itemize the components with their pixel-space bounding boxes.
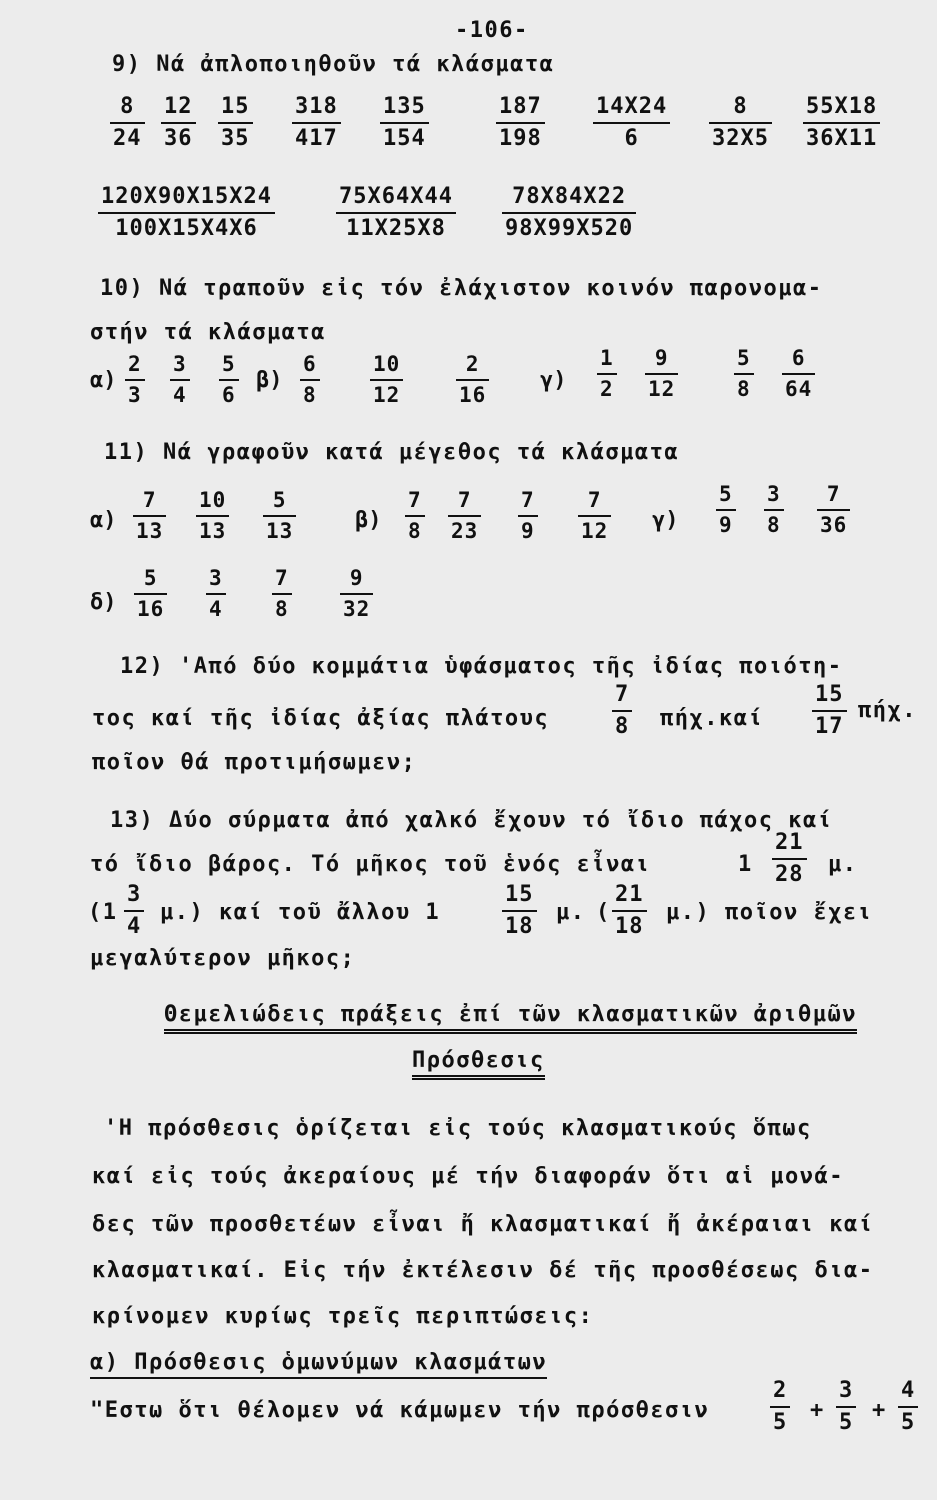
fraction: $\frac{187}{198}$ [496, 96, 545, 150]
fraction: $\frac{5}{6}$ [219, 354, 239, 406]
fraction: $\frac{5}{13}$ [263, 490, 296, 542]
fraction: $\frac{14X24}{6}$ [593, 96, 670, 150]
label-d: δ) [90, 590, 117, 615]
exercise-13-end-text: μ.) ποῖον ἔχει [666, 900, 873, 925]
fraction: $\frac{7}{36}$ [817, 484, 850, 536]
exercise-13-line-2: τό ἴδιο βάρος. Τό μῆκος τοῦ ἑνός εἶναι [90, 852, 651, 877]
label-b: β) [355, 508, 382, 533]
fraction: $\frac{5}{8}$ [734, 348, 754, 400]
fraction: $\frac{6}{8}$ [300, 354, 320, 406]
label-a: α) [90, 508, 117, 533]
fraction: $\frac{7}{8}$ [612, 684, 632, 738]
exercise-13-line-1: 13) Δύο σύρματα ἀπό χαλκό ἔχουν τό ἴδιο πάχος καί [110, 808, 833, 833]
label-b: β) [256, 368, 283, 393]
fraction: $\frac{7}{8}$ [405, 490, 425, 542]
body-line-1: 'Η πρόσθεσις ὁρίζεται εἰς τούς κλασματικούς ὅπως [104, 1116, 812, 1141]
fraction: $\frac{3}{4}$ [124, 884, 144, 938]
fraction: $\frac{3}{4}$ [206, 568, 226, 620]
label-a: α) [90, 368, 117, 393]
body-line-2: καί εἰς τούς ἀκεραίους μέ τήν διαφοράν ὅτι αἱ μονά- [92, 1164, 845, 1189]
exercise-12-line-2: τος καί τῆς ἰδίας ἀξίας πλάτους [92, 706, 550, 731]
unit-text: μ. [828, 852, 858, 877]
fraction: $\frac{7}{13}$ [133, 490, 166, 542]
section-title: Θεμελιώδεις πράξεις ἐπί τῶν κλασματικῶν ἀριθμῶν [164, 1002, 857, 1034]
exercise-12-line-3: ποῖον θά προτιμήσωμεν; [92, 750, 417, 775]
fraction: $\frac{7}{23}$ [448, 490, 481, 542]
mixed-open: (1 [88, 900, 118, 925]
fraction: $\frac{5}{9}$ [716, 484, 736, 536]
unit-text: πήχ. [858, 698, 917, 723]
exercise-11-heading: 11) Νά γραφοῦν κατά μέγεθος τά κλάσματα [104, 440, 680, 465]
fraction: $\frac{318}{417}$ [292, 96, 341, 150]
exercise-10-line-1: 10) Νά τραποῦν εἰς τόν ἐλάχιστον κοινόν παρονομα- [100, 276, 823, 301]
fraction: $\frac{6}{64}$ [782, 348, 815, 400]
fraction: $\frac{2}{16}$ [456, 354, 489, 406]
fraction: $\frac{4}{5}$ [898, 1380, 918, 1434]
exercise-10-line-2: στήν τά κλάσματα [90, 320, 326, 345]
body-line-4: κλασματικαί. Εἰς τήν ἐκτέλεσιν δέ τῆς προσθέσεως δια- [92, 1258, 874, 1283]
fraction: $\frac{1}{2}$ [597, 348, 617, 400]
fraction: $\frac{2}{3}$ [125, 354, 145, 406]
label-c: γ) [540, 368, 567, 393]
fraction: $\frac{8}{24}$ [110, 96, 145, 150]
fraction: $\frac{10}{12}$ [370, 354, 403, 406]
fraction: $\frac{7}{9}$ [518, 490, 538, 542]
body-last-line: "Εστω ὅτι θέλομεν νά κάμωμεν τήν πρόσθεσιν [90, 1398, 710, 1423]
fraction: $\frac{3}{5}$ [836, 1380, 856, 1434]
fraction: $\frac{15}{35}$ [218, 96, 253, 150]
fraction: $\frac{55X18}{36X11}$ [803, 96, 880, 150]
fraction: $\frac{7}{12}$ [578, 490, 611, 542]
fraction: $\frac{10}{13}$ [196, 490, 229, 542]
label-c: γ) [652, 508, 679, 533]
fraction: $\frac{12}{36}$ [161, 96, 196, 150]
exercise-13-mid-text: μ.) καί τοῦ ἄλλου 1 [160, 900, 441, 925]
fraction: $\frac{9}{12}$ [645, 348, 678, 400]
fraction: $\frac{2}{5}$ [770, 1380, 790, 1434]
fraction: $\frac{15}{17}$ [812, 684, 847, 738]
exercise-12-line-1: 12) 'Από δύο κομμάτια ὑφάσματος τῆς ἰδίας ποιότη- [120, 654, 843, 679]
fraction: $\frac{120X90X15X24}{100X15X4X6}$ [98, 186, 275, 240]
exercise-9-heading: 9) Νά ἀπλοποιηθοῦν τά κλάσματα [112, 52, 555, 77]
plus-sign: + [872, 1398, 886, 1423]
unit-text: πήχ.καί [660, 706, 764, 731]
body-line-5: κρίνομεν κυρίως τρεῖς περιπτώσεις: [92, 1304, 594, 1329]
fraction: $\frac{21}{18}$ [612, 884, 647, 938]
fraction: $\frac{9}{32}$ [340, 568, 373, 620]
page-number: -106- [455, 18, 529, 43]
fraction: $\frac{75X64X44}{11X25X8}$ [336, 186, 456, 240]
plus-sign: + [810, 1398, 824, 1423]
case-a-heading: α) Πρόσθεσις ὁμωνύμων κλασμάτων [90, 1350, 547, 1379]
section-subtitle: Πρόσθεσις [412, 1048, 545, 1080]
fraction: $\frac{135}{154}$ [380, 96, 429, 150]
fraction: $\frac{5}{16}$ [134, 568, 167, 620]
fraction: $\frac{78X84X22}{98X99X520}$ [502, 186, 636, 240]
fraction: $\frac{3}{4}$ [170, 354, 190, 406]
paren-open: ( [596, 900, 611, 925]
fraction: $\frac{3}{8}$ [764, 484, 784, 536]
exercise-13-line-4: μεγαλύτερον μῆκος; [90, 946, 356, 971]
fraction: $\frac{15}{18}$ [502, 884, 537, 938]
unit-text: μ. [556, 900, 586, 925]
whole-number: 1 [738, 852, 753, 877]
fraction: $\frac{21}{28}$ [772, 832, 807, 886]
fraction: $\frac{8}{32X5}$ [709, 96, 772, 150]
fraction: $\frac{7}{8}$ [272, 568, 292, 620]
body-line-3: δες τῶν προσθετέων εἶναι ἤ κλασματικαί ἤ ἀκέραιαι καί [92, 1212, 874, 1237]
